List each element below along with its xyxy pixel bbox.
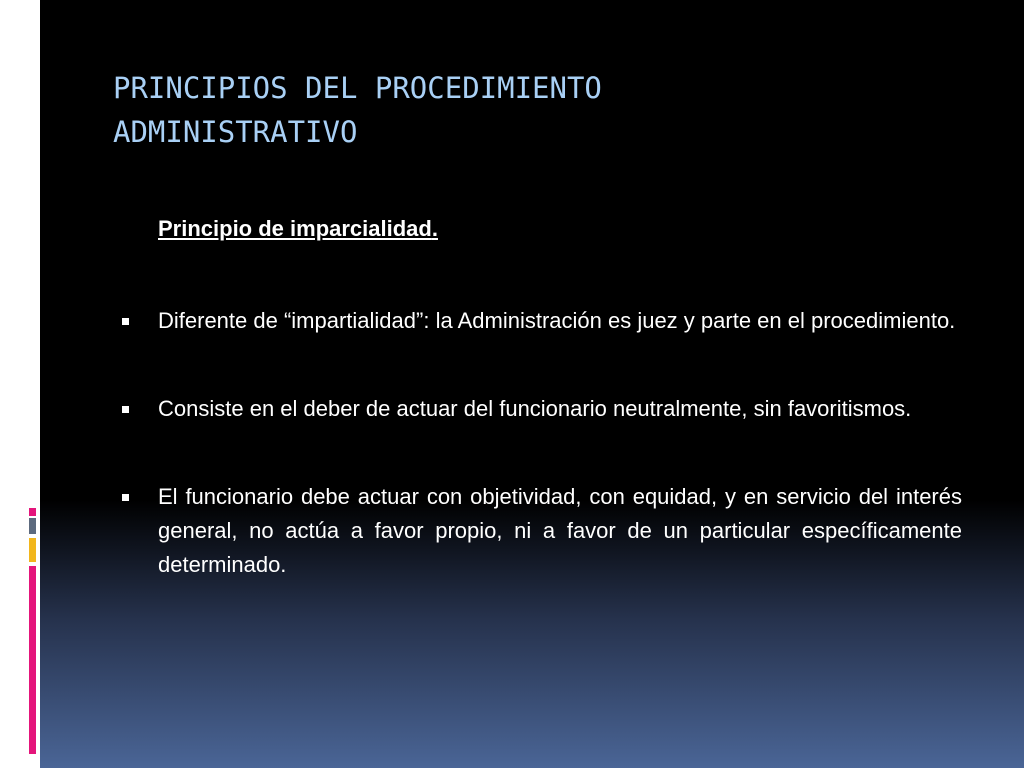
bullet-item xyxy=(158,480,962,582)
subheading-text: Principio de imparcialidad xyxy=(158,216,432,241)
subheading xyxy=(158,212,962,246)
pink-accent-bar xyxy=(29,566,36,754)
square-bullet-icon xyxy=(122,494,129,501)
subheading-period: . xyxy=(431,216,438,241)
bullet-text: Consiste en el deber de actuar del funcionario neutralmente, sin favoritismos. xyxy=(158,396,912,421)
slide-content xyxy=(158,212,962,582)
gray-accent-mark xyxy=(29,518,36,534)
bullet-item xyxy=(158,304,962,338)
left-decorative-strip xyxy=(0,0,40,768)
pink-accent-mark xyxy=(29,508,36,516)
gold-accent-mark xyxy=(29,538,36,562)
bullet-text: Diferente de “impartialidad”: la Administración es juez y parte en el procedimiento. xyxy=(158,308,956,333)
square-bullet-icon xyxy=(122,318,129,325)
slide-title: PRINCIPIOS DEL PROCEDIMIENTO ADMINISTRATIVO xyxy=(113,71,602,149)
bullet-text: El funcionario debe actuar con objetividad, con equidad, y en servicio del interés general, no actúa a favor propio, ni a favor de un particular específicamente determinado. xyxy=(158,484,962,577)
square-bullet-icon xyxy=(122,406,129,413)
bullet-item xyxy=(158,392,962,426)
